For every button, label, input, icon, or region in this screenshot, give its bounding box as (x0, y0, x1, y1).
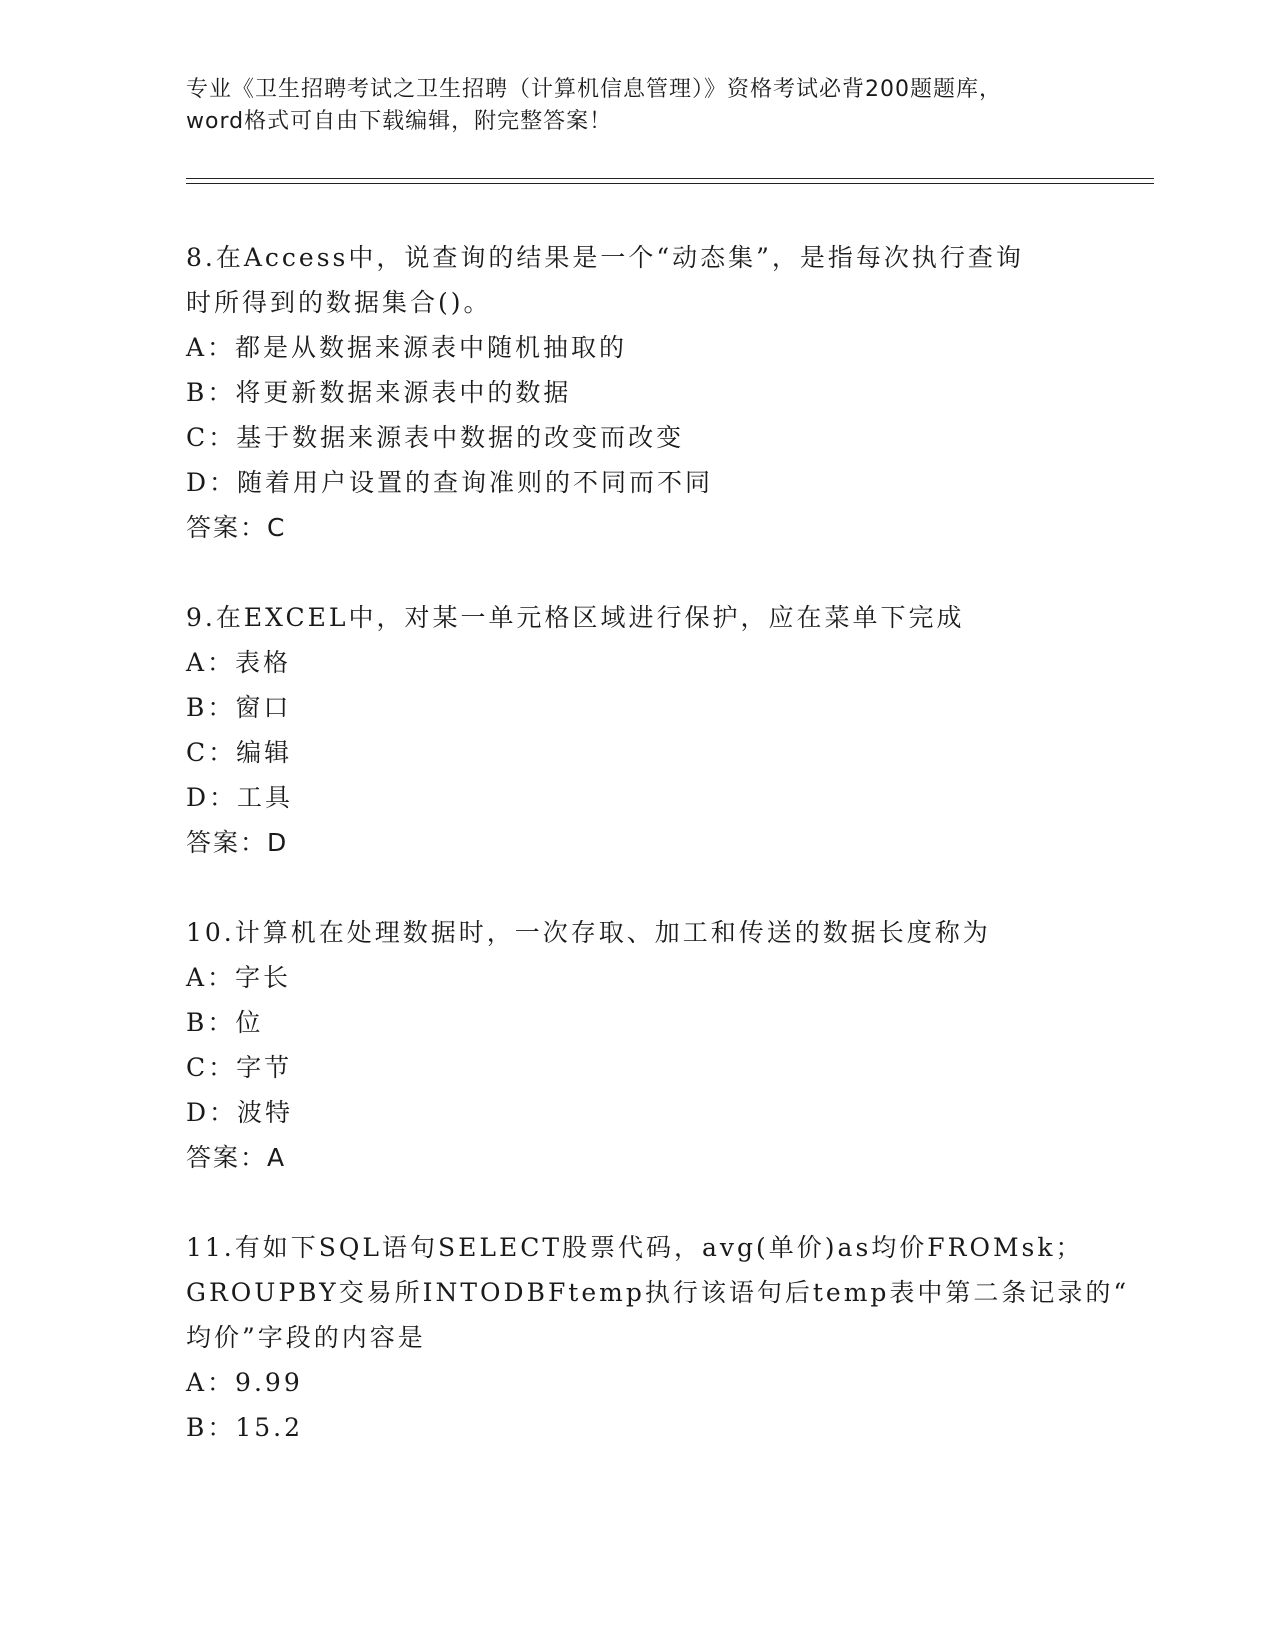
question-9 (186, 595, 1086, 866)
header-line-1: 专业《卫生招聘考试之卫生招聘（计算机信息管理）》资格考试必背200题题库， (186, 77, 1002, 102)
header-divider-top (186, 178, 1154, 179)
option-b: B：窗口 (186, 693, 292, 722)
option-c: C：基于数据来源表中数据的改变而改变 (186, 423, 685, 452)
option-b: B：将更新数据来源表中的数据 (186, 378, 572, 407)
option-c: C：编辑 (186, 738, 293, 767)
option-a: A：表格 (186, 648, 292, 677)
question-text: 9.在EXCEL中，对某一单元格区域进行保护，应在菜单下完成 (186, 603, 965, 632)
question-list (186, 235, 1130, 1494)
question-text: GROUPBY交易所INTODBFtemp执行该语句后temp表中第二条记录的“ (186, 1278, 1130, 1307)
answer-line: 答案：C (186, 513, 287, 542)
option-d: D：工具 (186, 783, 294, 812)
option-a: A：字长 (186, 963, 292, 992)
question-text: 均价”字段的内容是 (186, 1323, 426, 1352)
question-11 (186, 1225, 1130, 1450)
header-line-2: word格式可自由下载编辑，附完整答案！ (186, 109, 613, 134)
option-b: B：位 (186, 1008, 264, 1037)
option-d: D：波特 (186, 1098, 294, 1127)
question-8 (186, 235, 1086, 551)
answer-line: 答案：D (186, 828, 289, 857)
question-text: 8.在Access中，说查询的结果是一个“动态集”，是指每次执行查询 (186, 243, 1024, 272)
document-header (186, 74, 1086, 138)
option-c: C：字节 (186, 1053, 293, 1082)
header-divider-bottom (186, 183, 1154, 184)
option-d: D：随着用户设置的查询准则的不同而不同 (186, 468, 714, 497)
answer-line: 答案：A (186, 1143, 287, 1172)
option-a: A：9.99 (186, 1368, 303, 1397)
question-text: 时所得到的数据集合()。 (186, 288, 492, 317)
question-10 (186, 910, 1086, 1181)
option-a: A：都是从数据来源表中随机抽取的 (186, 333, 628, 362)
question-text: 11.有如下SQL语句SELECT股票代码，avg(单价)as均价FROMsk； (186, 1233, 1084, 1262)
option-b: B：15.2 (186, 1413, 304, 1442)
question-text: 10.计算机在处理数据时，一次存取、加工和传送的数据长度称为 (186, 918, 991, 947)
